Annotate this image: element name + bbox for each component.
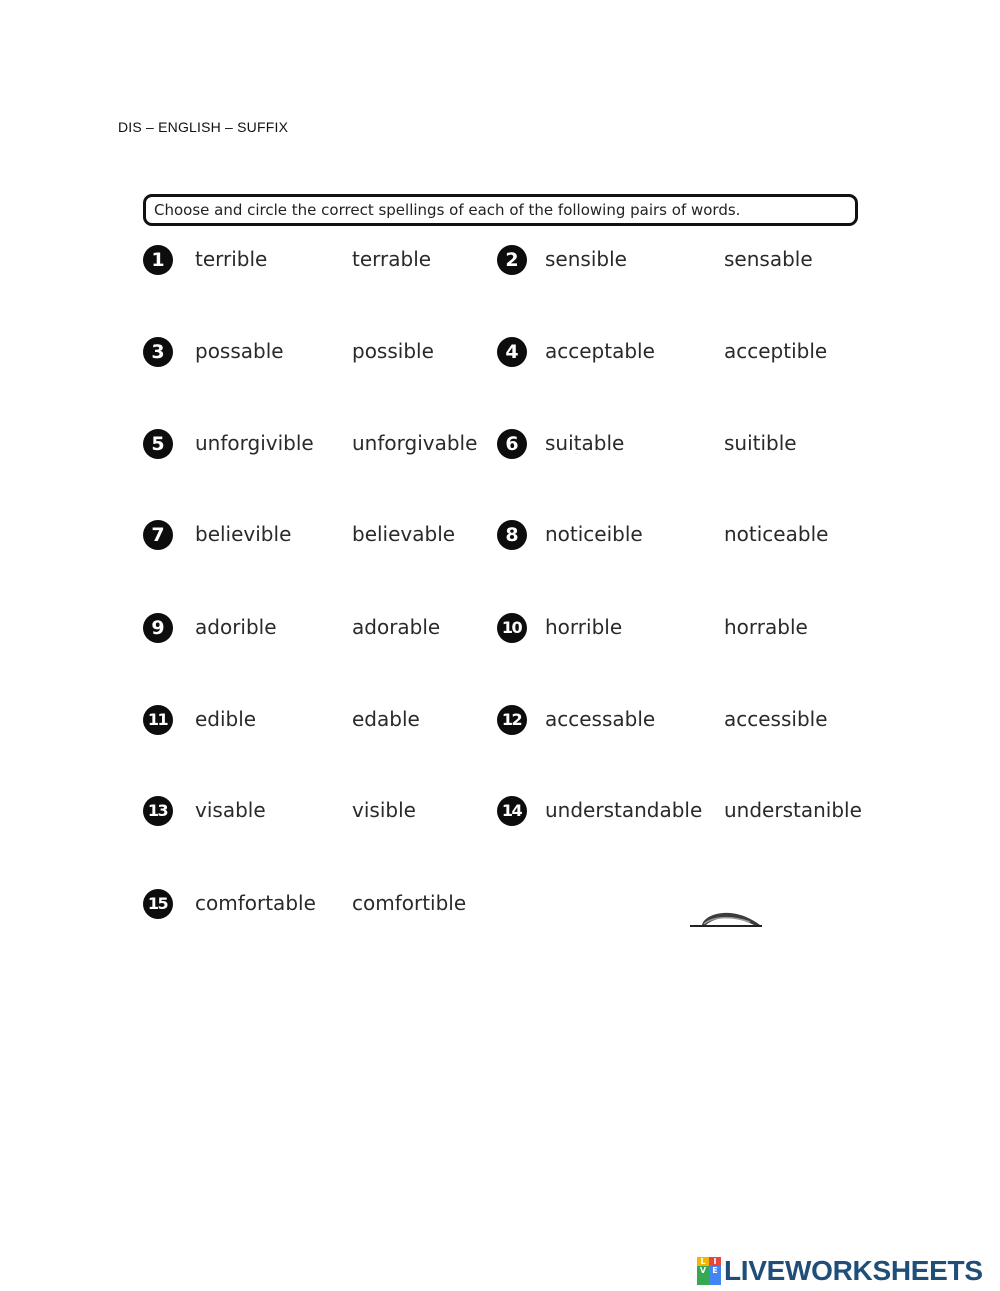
word-option-3a[interactable]: possable xyxy=(195,339,284,363)
word-option-5b[interactable]: unforgivable xyxy=(352,431,478,455)
logo-mark-icon xyxy=(697,1257,721,1285)
word-option-1b[interactable]: terrable xyxy=(352,247,432,271)
word-option-15b[interactable]: comfortible xyxy=(352,891,467,915)
word-option-7a[interactable]: believible xyxy=(195,522,292,546)
word-option-3b[interactable]: possible xyxy=(352,339,434,363)
number-badge-5: 5 xyxy=(143,429,173,459)
number-badge-7: 7 xyxy=(143,520,173,550)
word-option-14b[interactable]: understanible xyxy=(724,798,862,822)
logo-mark-block xyxy=(697,1275,709,1285)
word-option-6b[interactable]: suitible xyxy=(724,431,797,455)
word-option-11b[interactable]: edable xyxy=(352,707,420,731)
word-option-1a[interactable]: terrible xyxy=(195,247,268,271)
number-badge-9: 9 xyxy=(143,613,173,643)
number-badge-12: 12 xyxy=(497,705,527,735)
instruction-box xyxy=(143,194,858,226)
word-option-6a[interactable]: suitable xyxy=(545,431,625,455)
word-option-13a[interactable]: visable xyxy=(195,798,266,822)
word-option-5a[interactable]: unforgivible xyxy=(195,431,314,455)
number-badge-8: 8 xyxy=(497,520,527,550)
word-option-15a[interactable]: comfortable xyxy=(195,891,316,915)
logo-text: LIVEWORKSHEETS xyxy=(724,1255,983,1286)
logo-mark-letter-l: L xyxy=(697,1257,709,1266)
word-option-8b[interactable]: noticeable xyxy=(724,522,829,546)
logo-mark-letter-e: E xyxy=(709,1266,721,1275)
logo-mark-block xyxy=(709,1275,721,1285)
word-option-8a[interactable]: noticeible xyxy=(545,522,643,546)
word-option-11a[interactable]: edible xyxy=(195,707,257,731)
word-option-2a[interactable]: sensible xyxy=(545,247,627,271)
instruction-text: Choose and circle the correct spellings of each of the following pairs of words. xyxy=(154,201,741,219)
number-badge-13: 13 xyxy=(143,796,173,826)
word-option-12a[interactable]: accessable xyxy=(545,707,656,731)
word-option-10b[interactable]: horrable xyxy=(724,615,808,639)
word-option-14a[interactable]: understandable xyxy=(545,798,703,822)
word-option-10a[interactable]: horrible xyxy=(545,615,623,639)
logo-mark-letter-v: V xyxy=(697,1266,709,1275)
number-badge-11: 11 xyxy=(143,705,173,735)
word-option-13b[interactable]: visible xyxy=(352,798,416,822)
word-option-4b[interactable]: acceptible xyxy=(724,339,828,363)
number-badge-4: 4 xyxy=(497,337,527,367)
word-option-9b[interactable]: adorable xyxy=(352,615,441,639)
worksheet-header: DIS – ENGLISH – SUFFIX xyxy=(118,119,289,135)
logo-mark-letter-i: I xyxy=(709,1257,721,1266)
number-badge-10: 10 xyxy=(497,613,527,643)
word-option-2b[interactable]: sensable xyxy=(724,247,813,271)
word-option-7b[interactable]: believable xyxy=(352,522,456,546)
number-badge-3: 3 xyxy=(143,337,173,367)
liveworksheets-logo xyxy=(697,1255,983,1287)
number-badge-2: 2 xyxy=(497,245,527,275)
number-badge-15: 15 xyxy=(143,889,173,919)
number-badge-1: 1 xyxy=(143,245,173,275)
cropped-illustration xyxy=(690,911,764,929)
word-option-12b[interactable]: accessible xyxy=(724,707,828,731)
number-badge-6: 6 xyxy=(497,429,527,459)
number-badge-14: 14 xyxy=(497,796,527,826)
word-option-4a[interactable]: acceptable xyxy=(545,339,655,363)
word-option-9a[interactable]: adorible xyxy=(195,615,277,639)
